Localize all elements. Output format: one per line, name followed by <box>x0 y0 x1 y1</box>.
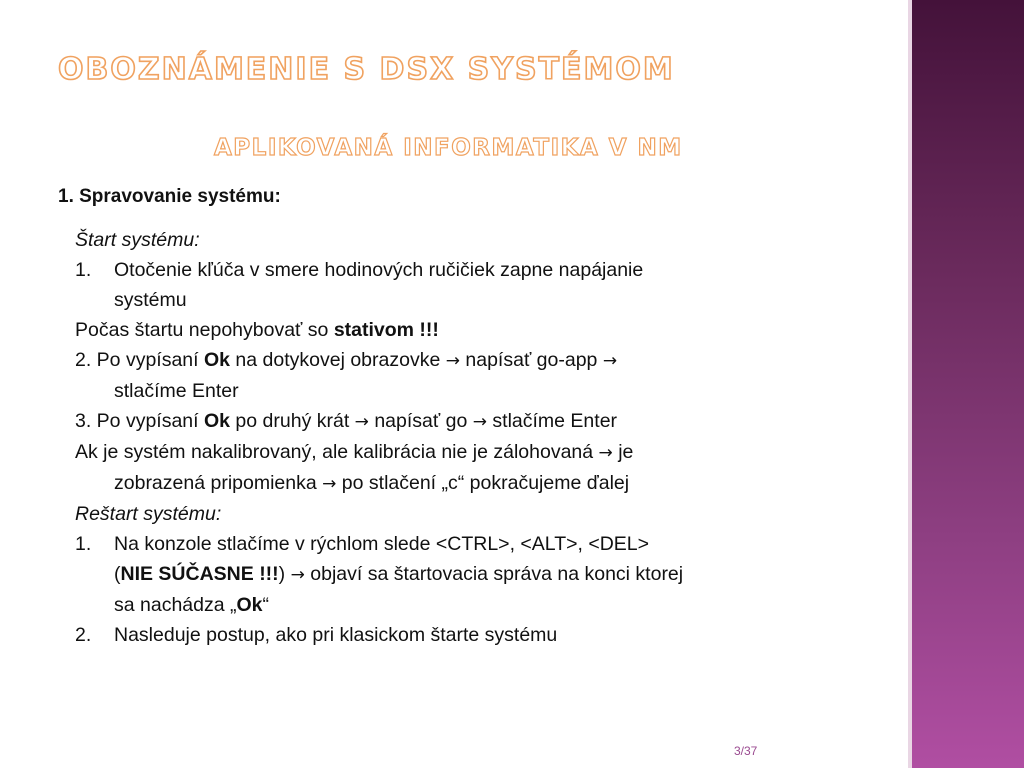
item-text: objaví sa štartovacia správa na konci ktorej <box>304 563 684 585</box>
start-item-1 <box>75 255 885 285</box>
item-text: stlačíme Enter <box>486 410 618 432</box>
restart-item-1-cont2 <box>75 590 885 620</box>
item-text: na dotykovej obrazovke <box>230 349 446 371</box>
ok-bold: Ok <box>204 349 231 371</box>
right-arrow-icon: → <box>322 474 337 494</box>
decorative-sidebar <box>912 0 1024 768</box>
note-text: zobrazená pripomienka <box>114 472 323 494</box>
start-item-2 <box>75 345 885 376</box>
ok-bold: Ok <box>236 594 263 616</box>
right-arrow-icon: → <box>290 565 305 585</box>
ok-bold: Ok <box>204 410 231 432</box>
warning-text: Počas štartu nepohybovať so <box>75 319 334 341</box>
slide-content <box>75 225 885 650</box>
right-arrow-icon: → <box>472 412 487 432</box>
item-text: Na konzole stlačíme v rýchlom slede <CTRL>, <ALT>, <DEL> <box>114 533 650 555</box>
item-text: napísať go <box>368 410 473 432</box>
right-arrow-icon: → <box>354 412 369 432</box>
item-text: sa nachádza „ <box>114 594 237 616</box>
item-text: 3. Po vypísaní <box>75 410 204 432</box>
calibration-note <box>75 437 885 468</box>
item-number: 1. <box>75 533 92 555</box>
section-heading: 1. Spravovanie systému: <box>58 186 281 207</box>
item-text: napísať go-app <box>459 349 603 371</box>
restart-item-1 <box>75 529 885 559</box>
start-item-3 <box>75 406 885 437</box>
restart-item-2 <box>75 620 885 650</box>
item-number: 2. <box>75 624 92 646</box>
slide-title: OBOZNÁMENIE S DSX SYSTÉMOM <box>58 52 675 87</box>
right-arrow-icon: → <box>598 443 613 463</box>
start-item-1-cont: systému <box>114 289 187 311</box>
item-text: Nasleduje postup, ako pri klasickom štarte systému <box>114 624 558 646</box>
slide-subtitle: APLIKOVANÁ INFORMATIKA V NM <box>214 135 683 161</box>
note-text: po stlačení „c“ pokračujeme ďalej <box>336 472 630 494</box>
item-number: 1. <box>75 259 92 281</box>
note-text: Ak je systém nakalibrovaný, ale kalibrácia nie je zálohovaná <box>75 441 599 463</box>
restart-item-1-cont <box>75 559 885 590</box>
item-text: po druhý krát <box>230 410 355 432</box>
warning-bold: NIE SÚČASNE !!! <box>120 563 279 585</box>
restart-heading: Reštart systému: <box>75 503 222 525</box>
right-arrow-icon: → <box>602 351 618 371</box>
calibration-note-cont <box>75 468 885 499</box>
right-arrow-icon: → <box>445 351 460 371</box>
item-text: ) <box>278 563 291 585</box>
item-text: Otočenie kľúča v smere hodinových ručičiek zapne napájanie <box>114 259 644 281</box>
start-heading: Štart systému: <box>75 229 200 251</box>
warning-bold: stativom !!! <box>333 319 439 341</box>
start-item-2-cont: stlačíme Enter <box>114 380 239 402</box>
stativ-warning <box>75 315 885 345</box>
page-number: 3/37 <box>734 744 758 758</box>
item-text: ( <box>114 563 121 585</box>
note-text: je <box>612 441 634 463</box>
item-text: 2. Po vypísaní <box>75 349 204 371</box>
item-text: “ <box>262 594 270 616</box>
